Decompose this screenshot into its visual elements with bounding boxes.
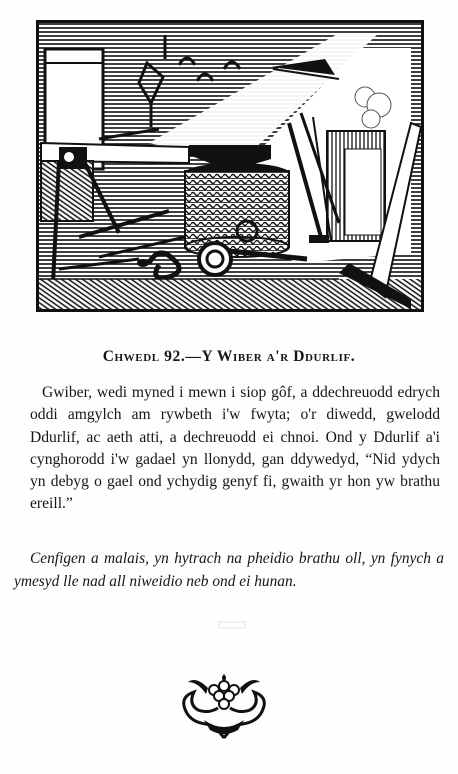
- faint-stamp-icon: [218, 620, 246, 630]
- floral-tailpiece-icon: [178, 668, 270, 742]
- fable-title: Chwedl 92.—Y Wiber a'r Ddurlif.: [102, 348, 356, 365]
- forge-scene-icon: [39, 23, 421, 309]
- woodcut-illustration: [36, 20, 424, 312]
- fable-moral-paragraph: Cenfigen a malais, yn hytrach na pheidio brathu oll, yn fynych a ymesyd lle nad all niweidio neb ond ei hunan.: [14, 550, 444, 590]
- fable-body-paragraph: Gwiber, wedi myned i mewn i siop gôf, a ddechreuodd edrych oddi amgylch am rywbeth i'w fwyta; o'r diwedd, gwelodd Ddurlif, ac aeth atti, a dechreuodd ei chnoi. Ond y Ddurlif a'i cynghorodd i'w gadael yn llonydd, gan ddywedyd, “Nid ydych yn debyg o gael ond ychydig genyf fi, gwaith yr hon yw brathu ereill.”: [30, 384, 440, 513]
